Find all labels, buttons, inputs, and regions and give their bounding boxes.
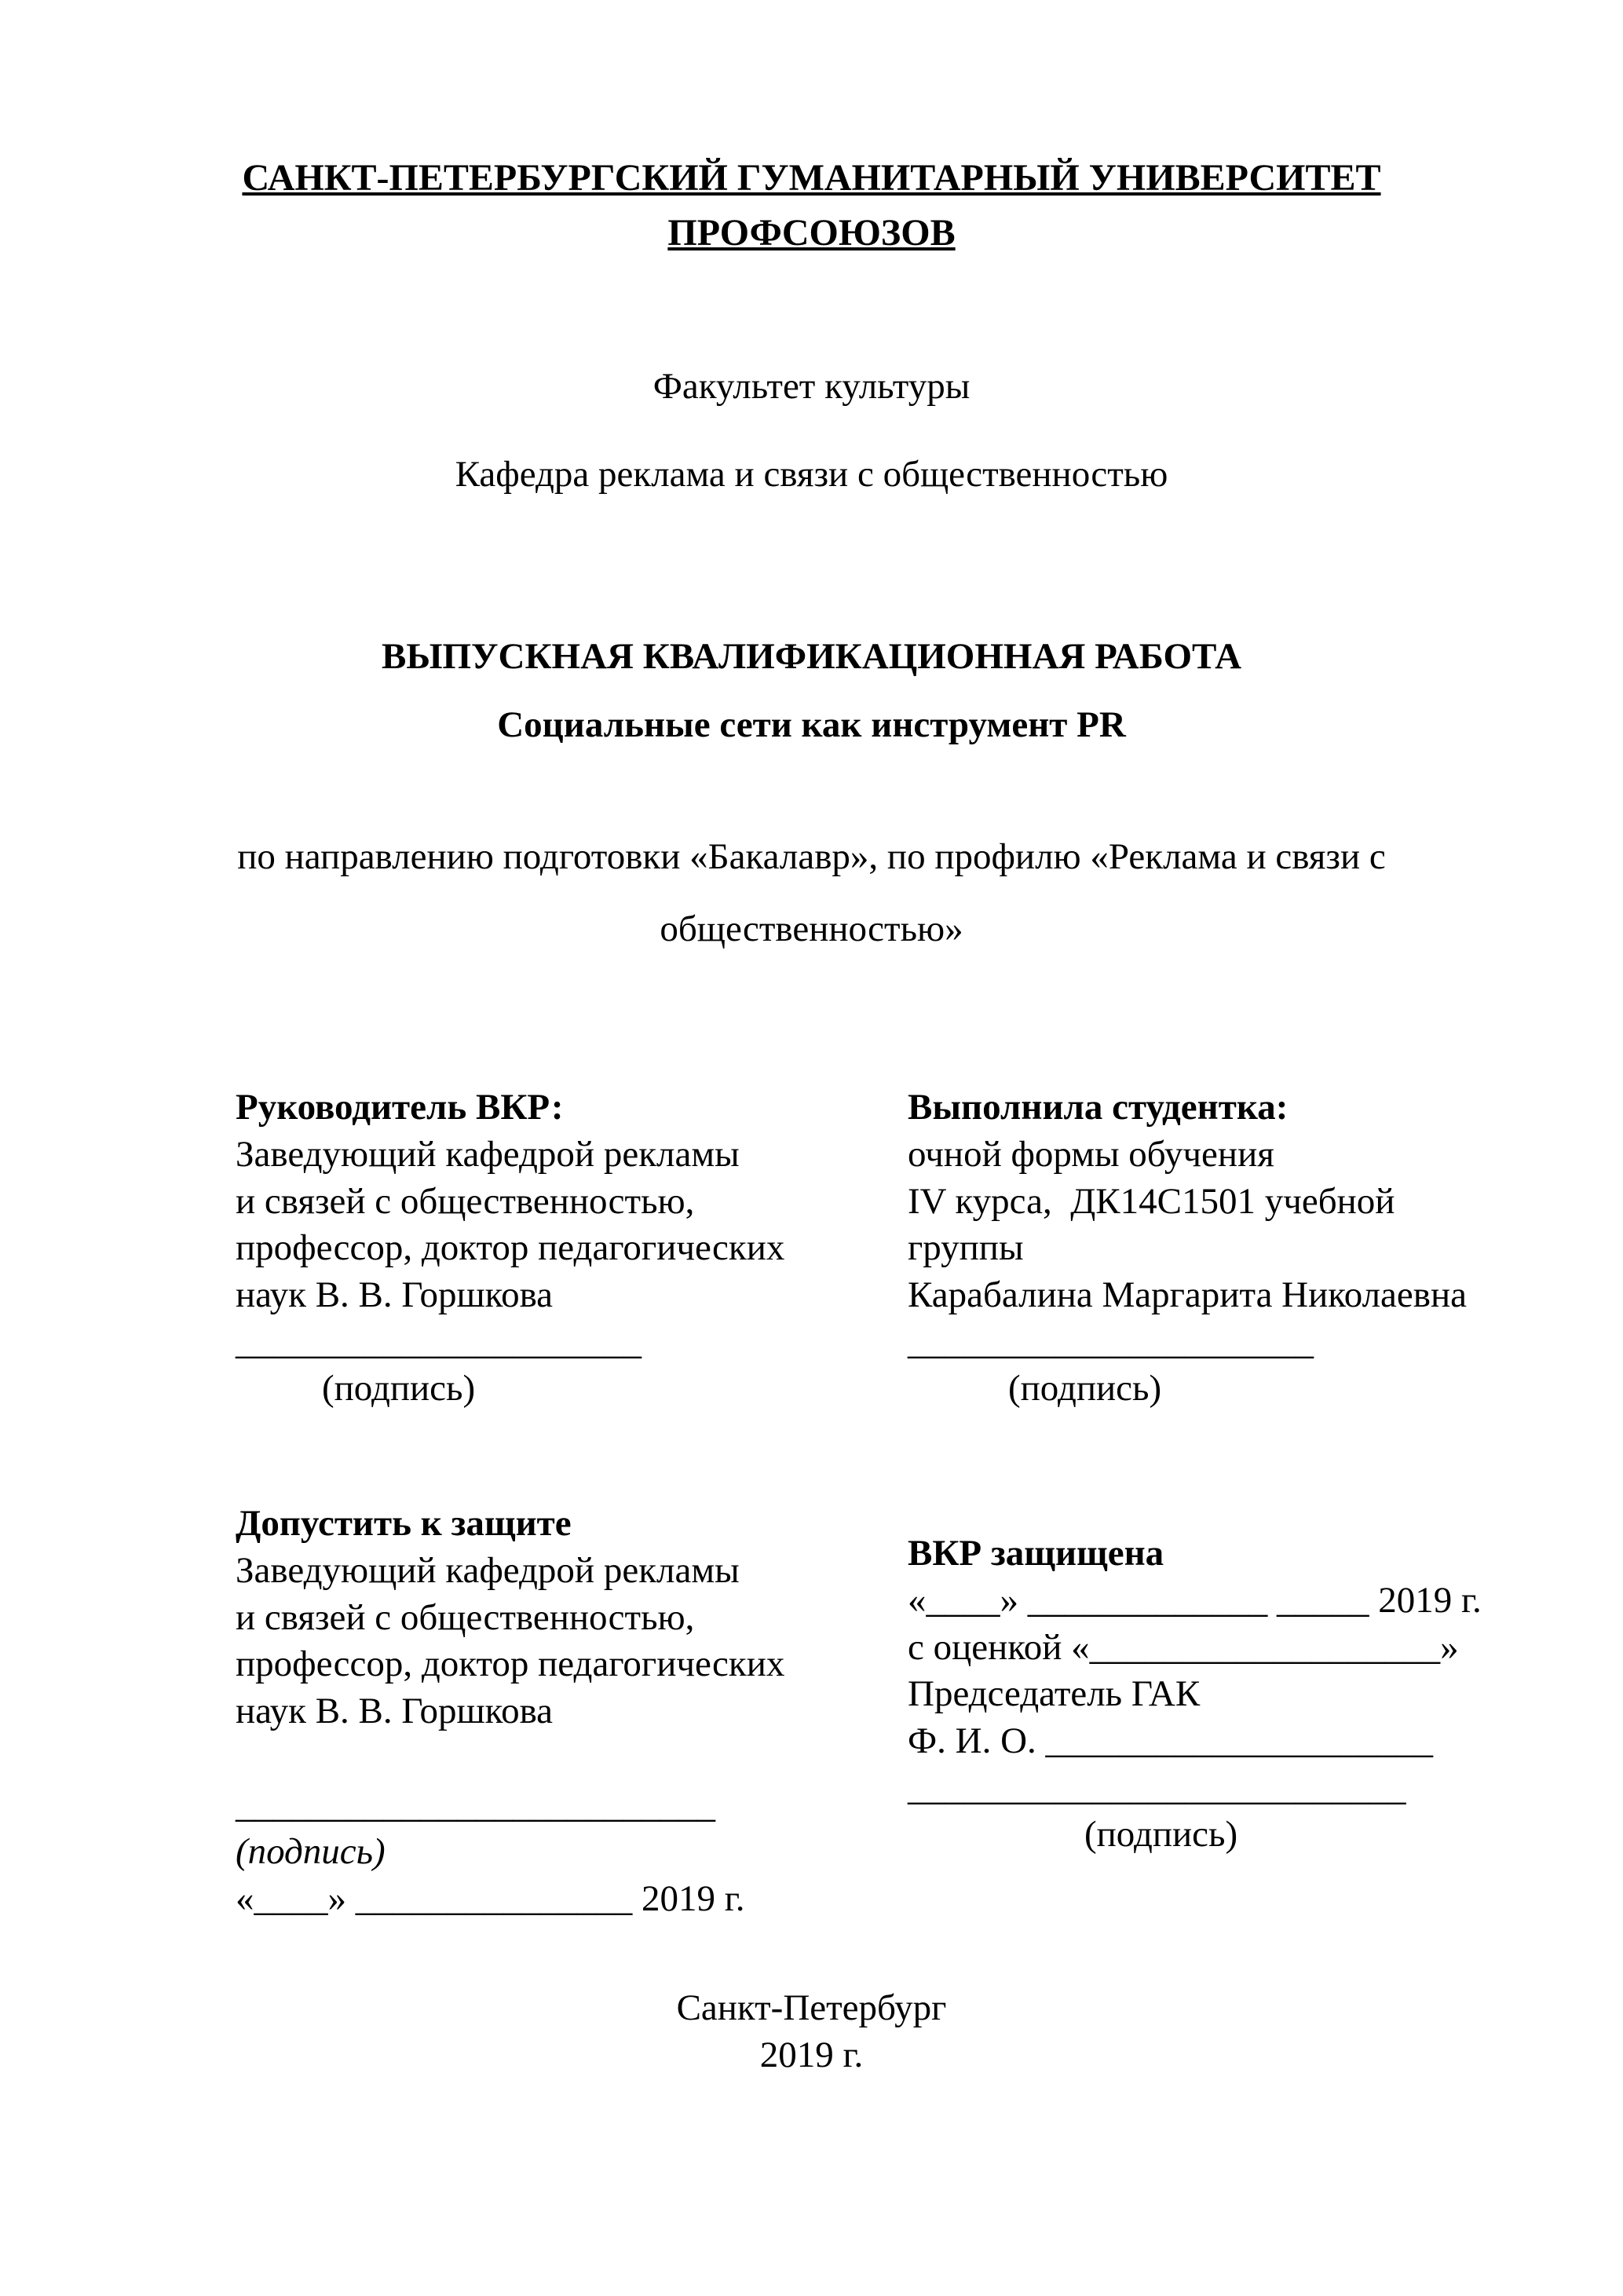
defense-chair-line: Председатель ГАК (908, 1673, 1201, 1715)
defense-name-line: Ф. И. О. _____________________ (908, 1720, 1434, 1761)
spacer (236, 1735, 908, 1782)
student-signature-caption: (подпись) (1008, 1368, 1162, 1409)
student-line-1: очной формы обучения (908, 1134, 1274, 1175)
defense-heading: ВКР защищена (908, 1533, 1164, 1574)
admission-signature-line: __________________________ (236, 1784, 715, 1826)
admission-line-4: наук В. В. Горшкова (236, 1690, 554, 1731)
student-line-3: Карабалина Маргарита Николаевна (908, 1274, 1467, 1316)
footer-year: 2019 г. (759, 2034, 864, 2075)
university-name-line2: ПРОФСОЮЗОВ (667, 211, 956, 254)
admission-heading: Допустить к защите (236, 1503, 572, 1545)
footer-city: Санкт-Петербург (676, 1987, 947, 2028)
left-column (236, 1084, 908, 1922)
admission-line-1: Заведующий кафедрой рекламы (236, 1549, 740, 1591)
supervisor-heading: Руководитель ВКР: (236, 1087, 564, 1128)
defense-signature-line: ___________________________ (908, 1767, 1406, 1808)
defense-date-line: «____» _____________ _____ 2019 г. (908, 1579, 1482, 1621)
supervisor-line-4: наук В. В. Горшкова (236, 1274, 554, 1316)
student-heading: Выполнила студентка: (908, 1087, 1289, 1128)
direction-line-2: общественностью» (660, 908, 963, 949)
supervisor-signature-caption: (подпись) (322, 1368, 476, 1409)
supervisor-line-2: и связей с общественностью, (236, 1180, 695, 1222)
admission-date-line: «____» _______________ 2019 г. (236, 1877, 745, 1919)
department-name: Кафедра реклама и связи с общественностью (455, 453, 1168, 495)
supervisor-block (236, 1084, 908, 1413)
defense-block (908, 1530, 1493, 1859)
supervisor-line-1: Заведующий кафедрой рекламы (236, 1134, 740, 1175)
university-name-line1: САНКТ-ПЕТЕРБУРГСКИЙ ГУМАНИТАРНЫЙ УНИВЕРСИТЕТ (242, 157, 1381, 199)
defense-grade-line: с оценкой «___________________» (908, 1626, 1459, 1668)
right-column (908, 1084, 1493, 1922)
defense-signature-caption: (подпись) (1084, 1814, 1238, 1855)
admission-line-2: и связей с общественностью, (236, 1596, 695, 1638)
faculty-name: Факультет культуры (652, 366, 971, 408)
supervisor-line-3: профессор, доктор педагогических (236, 1227, 785, 1269)
direction-line-1: по направлению подготовки «Бакалавр», по профилю «Реклама и связи с (237, 835, 1386, 877)
student-block (908, 1084, 1493, 1413)
footer (0, 1985, 1623, 2078)
supervisor-signature-line: ______________________ (236, 1321, 642, 1362)
signature-columns (0, 1084, 1623, 1922)
admission-block (236, 1501, 908, 1923)
student-line-2: IV курса, ДК14С1501 учебной группы (908, 1180, 1405, 1269)
admission-line-3: профессор, доктор педагогических (236, 1643, 785, 1685)
admission-signature-caption: (подпись) (236, 1831, 386, 1873)
student-signature-line: ______________________ (908, 1321, 1314, 1362)
work-title: Социальные сети как инструмент PR (497, 704, 1126, 746)
university-name (0, 151, 1623, 260)
work-type-title: ВЫПУСКНАЯ КВАЛИФИКАЦИОННАЯ РАБОТА (381, 635, 1242, 677)
